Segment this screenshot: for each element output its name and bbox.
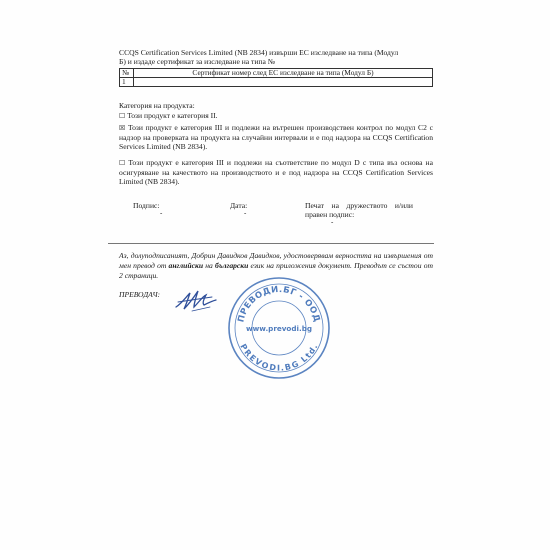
translator-label: ПРЕВОДАЧ:: [119, 290, 161, 299]
checkbox-checked-icon: ☒: [119, 124, 126, 132]
table-cell-value: [134, 78, 433, 87]
language-from: английски: [168, 261, 204, 270]
category-option-3: [119, 158, 433, 187]
option-3-text: Този продукт е категория III и подлежи на съответствие по модул D с типа въз основа на осигуряване на качеството на производството и е под надзора на CCQS Certification Services Limited (NB 2834).: [119, 158, 433, 187]
checkbox-empty-icon: ☐: [119, 159, 126, 167]
intro-line-2: Б) и издаде сертификат за изследване на типа №: [119, 57, 276, 67]
signature-label: Подпис:: [133, 201, 160, 210]
translator-statement: Аз, долуподписаният, Добрин Давидков Давидков, удостоверявам верността на извършения от мен превод от английски на български език на приложения документ. Преводът се състои от 2 страници.: [119, 251, 433, 280]
table-cell-no: 1: [120, 78, 134, 87]
date-dash: -: [244, 209, 247, 217]
table-header-no: №: [120, 69, 134, 78]
table-header-title: Сертификат номер след ЕС изследване на типа (Модул Б): [134, 69, 433, 78]
option-1-text: Този продукт е категория II.: [127, 111, 218, 120]
certificate-table: [119, 68, 433, 87]
language-to: български: [215, 261, 249, 270]
stamp-label: Печат на дружеството и/или правен подпис:: [305, 201, 413, 220]
category-option-2: [119, 123, 433, 152]
category-title: Категория на продукта:: [119, 101, 195, 110]
section-divider: [108, 243, 434, 244]
table-row: [120, 69, 433, 78]
signature-dash: -: [160, 209, 163, 217]
translation-agency-seal-icon: [226, 275, 332, 381]
date-label: Дата:: [230, 201, 248, 210]
svg-text:www.prevodi.bg: www.prevodi.bg: [245, 324, 313, 333]
svg-text:ПРЕВОДИ.БГ - ООД: ПРЕВОДИ.БГ - ООД: [236, 284, 322, 324]
intro-paragraph: [119, 48, 439, 66]
intro-line-1: CCQS Certification Services Limited (NB 2834) извърши ЕС изследване на типа (Модул: [119, 48, 399, 57]
stamp-dash: -: [331, 218, 334, 226]
table-row: [120, 78, 433, 87]
svg-text:PREVODI.BG Ltd.: PREVODI.BG Ltd.: [238, 342, 320, 373]
option-2-text: Този продукт е категория III и подлежи на вътрешен производствен контрол по модул C2 с надзор на проверката на продукта на случайни интервали и е под надзора на CCQS Certification Services Limited (NB 2834).: [119, 123, 434, 152]
checkbox-empty-icon: ☐: [119, 112, 126, 120]
translator-signature-icon: [172, 285, 220, 315]
category-option-1: [119, 111, 439, 121]
